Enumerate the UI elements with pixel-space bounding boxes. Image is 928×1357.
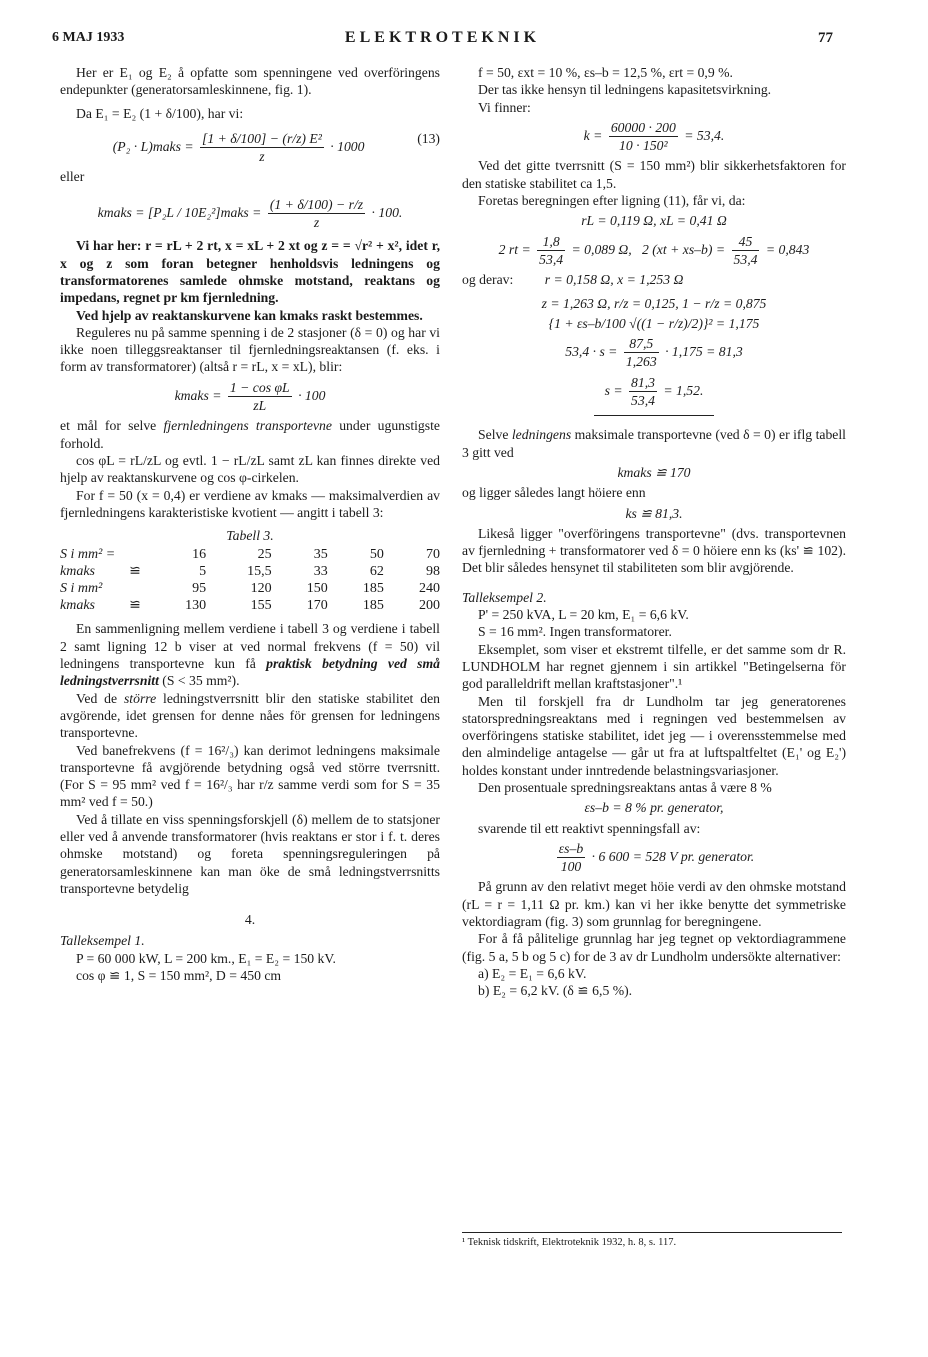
eq-kL-denominator: zL [253,398,267,414]
table-3 [60,546,440,614]
eq13-lhs: (P₂ · L)maks = [112,138,194,154]
table-row-label: kmaks [60,598,95,614]
paragraph: Likeså ligger "overföringens transportevne" (dvs. transportevnen av fjernledning + transformatorer ved δ = 0 höiere enn ks (ks' ≌ 102). Det blir således hensynet til stabiliteten som blir avgjörende. [462,525,846,576]
paragraph: Ved å tillate en viss spenningsforskjell (δ) mellem de to statsjoner eller ved å anvende transformatorer (hvis reaktans er stor i f. t. deres ohmske motstand) og foreta spenningsreguleringen på generatorsamleskinnene kan man öke de små ledningstverrsnitts transportevne betydelig [60,811,440,896]
paragraph: Men til forskjell fra dr Lundholm tar jeg generatorenes statorspredningsreaktans med i regningen ved bestemmelsen av overföringens statiske stabilitet, idet jeg — i overensstemmelse med den almindelige antagelse — går ut fra at luftspaltfeltet (E₁' og E₂') holdes konstant under inntredende belastningsvariasjoner. [462,693,846,778]
eq-k-result: = 53,4. [684,127,725,143]
eq-s1-result: · 1,175 = 81,3 [665,344,743,360]
emphasis: ledningens [511,427,572,443]
example-2-title: Talleksempel 2. [462,589,547,605]
eq13-numerator: [1 + δ/100] − (r/z) E² [200,130,324,148]
right-column [462,64,846,1000]
paragraph: f = 50, εxt = 10 %, εs–b = 12,5 %, εrt = 0,9 %. [478,65,733,80]
paragraph: Den prosentuale spredningsreaktans antas å være 8 % [478,779,772,795]
page-header [52,30,833,52]
emphasis: större [123,690,157,706]
equation-528 [462,840,846,876]
table-cell: 16 [192,547,207,563]
eq-s2-numerator: 81,3 [629,374,657,392]
footnote: ¹ Teknisk tidskrift, Elektroteknik 1932, h. 8, s. 117. [462,1232,842,1248]
emphasis: fjernledningens transportevne [163,418,332,434]
eq-2xt-fraction [732,233,760,269]
text-run: maksimale transportevne (ved δ = 0) er iflg tabell 3 gitt ved [462,427,846,460]
paragraph: På grunn av den relativt meget höie verdi av den ohmske motstand (rL = r = 1,11 Ω pr. km.) kan vi her ikke benytte det symmetriske vektordiagram (fig. 3) som grunnlag for beregningene. [462,879,846,930]
issue-date: 6 MAJ 1933 [52,30,125,45]
equation-kL [60,379,440,415]
example-1-title: Talleksempel 1. [60,933,145,949]
eq-528-fraction [557,840,585,876]
paragraph: Ved det gitte tverrsnitt (S = 150 mm²) blir sikkerhetsfaktoren for den statiske stabilitet ca 1,5. [462,158,846,191]
table-cell: 170 [306,598,328,614]
equation-intro: Da E₁ = E₂ (1 + δ/100), har vi: [76,105,244,121]
paragraph: Vi finner: [478,99,531,115]
table-cell: 185 [362,581,384,597]
table-row-symbol: ≌ [129,598,141,614]
table-cell: 25 [257,547,272,563]
table-cell: 33 [313,564,328,580]
eq-s1-denominator: 1,263 [625,354,657,370]
text-run: (S < 35 mm²). [158,673,240,689]
equation-k170: kmaks ≌ 170 [617,464,691,480]
table-cell: 62 [369,564,384,580]
equation-s1 [462,335,846,371]
paragraph: For å få pålitelige grunnlag har jeg tegnet op vektordiagrammene (fig. 5 a, 5 b og 5 c) for de 3 av dr Lundholm undersökte alternativer: [462,931,846,964]
paragraph [60,690,440,742]
paragraph: Her er E₁ og E₂ å opfatte som spenningene ved overföringens endepunkter (generatorsamleskinnene, fig. 1). [60,65,440,98]
eq13-label: (13) [417,130,440,146]
eq-s1-fraction [624,335,659,371]
table-cell: 120 [250,581,272,597]
equation-k [462,119,846,155]
alternative-b: b) E₂ = 6,2 kV. (δ ≌ 6,5 %). [478,983,633,999]
left-column [60,64,440,984]
eq-kL-factor: · 100 [298,387,326,403]
table-cell: 98 [426,564,440,580]
text-run: under ugunstigste forhold. [60,418,440,451]
paragraph: cos φL = rL/zL og evtl. 1 − rL/zL samt zL kan finnes direkte ved hjelp av reaktanskurvene og cos φ-cirkelen. [60,452,440,486]
eq-2xt-lhs: 2 (xt + xs–b) = [641,241,726,257]
paragraph: svarende til ett reaktivt spenningsfall av: [478,820,701,836]
eq-kmaks-factor: · 100. [371,204,403,220]
eq-s2-fraction [629,374,657,410]
eq-2rt-denominator: 53,4 [539,251,564,267]
paragraph [60,620,440,689]
table-row-symbol [120,546,150,563]
eq-528-result: · 6 600 = 528 V pr. generator. [591,848,755,864]
eq-kmaks-fraction [268,196,365,232]
equation-s2 [462,374,846,410]
eq-s2-lhs: s = [604,382,623,398]
og-derav: og derav: [462,272,514,288]
equation-r: r = 0,158 Ω, x = 1,253 Ω [544,272,684,288]
eq-2xt-result: = 0,843 [765,241,810,257]
eq-2rt-numerator: 1,8 [537,233,565,251]
equation-kmaks [60,196,440,232]
equation-brace: {1 + εs–b/100 √((1 − r/z)/2)}² = 1,175 [548,315,760,331]
table-cell: 240 [419,581,440,597]
text-run: et mål for selve [60,418,164,434]
eq-k-lhs: k = [583,127,603,143]
paragraph: Vi har her: r = rL + 2 rt, x = xL + 2 xt og z = = √r² + x², idet r, x og z som foran betegner henholdsvis ledningens og transformatorenes samlede ohmske motstand, reaktans og impedans, regnet pr km fjernledning. [60,238,440,306]
eq-kmaks-numerator: (1 + δ/100) − r/z [268,196,365,214]
table-row-label: kmaks [60,564,95,580]
eller-text: eller [60,169,85,185]
paragraph: Ved banefrekvens (f = 16²/₃) kan derimot ledningens maksimale transportevne få avgjörende betydning også ved större tverrsnitt. (For S = 95 mm² ved f = 16²/₃ har r/z samme verdi som for S = 35 mm² ved f = 50.) [60,742,440,810]
eq-k-denominator: 10 · 150² [619,138,668,154]
table-row-symbol [120,580,150,597]
table-cell: 150 [306,581,328,597]
derav-line [462,271,846,288]
paragraph: For f = 50 (x = 0,4) er verdiene av kmaks — maksimalverdien av fjernledningens karakteristiske kvotient — angitt i tabell 3: [60,487,440,520]
eq-kmaks-denominator: z [313,215,320,231]
table-row-symbol: ≌ [129,564,141,580]
eq-kL-fraction [228,379,292,415]
eq-kmaks-lhs: kmaks = [P₂L / 10E₂²]maks = [97,204,262,220]
table-cell: 70 [426,547,440,563]
paragraph: Ved hjelp av reaktanskurvene kan kmaks raskt bestemmes. [76,307,423,323]
paragraph [60,417,440,452]
eq-kL-lhs: kmaks = [174,387,222,403]
eq-s2-denominator: 53,4 [631,393,655,409]
text-run: Selve [478,427,512,443]
table-cell: 200 [419,598,440,614]
text-run: Ved de [76,690,124,706]
example-2-line: S = 16 mm². Ingen transformatorer. [478,624,672,640]
page-number: 77 [818,30,833,46]
text-run: En sammenligning mellem verdiene i tabell 3 og verdiene i tabell 2 samt ligning 12 b viser at ved normal frekvens (f = 50) vil ledningens transportevne kun få [60,621,440,672]
eq-2rt-lhs: 2 rt = [498,241,531,257]
alternative-a: a) E₂ = E₁ = 6,6 kV. [478,965,587,981]
eq-528-denominator: 100 [560,859,582,875]
table-row [60,563,440,580]
eq-2xt-denominator: 53,4 [733,251,758,267]
table-cell: 155 [250,598,272,614]
table-cell: 35 [313,547,328,563]
eq13-fraction [200,130,324,166]
eq-528-numerator: εs–b [557,840,585,858]
table-cell: 5 [199,564,207,580]
eq-2xt-numerator: 45 [732,233,760,251]
equation-z: z = 1,263 Ω, r/z = 0,125, 1 − r/z = 0,875 [541,295,767,311]
eq-2rt-fraction [537,233,565,269]
eq-k-fraction [609,119,678,155]
table-cell: 130 [185,598,207,614]
table-cell: 50 [369,547,384,563]
equation-ks: ks ≌ 81,3. [625,505,683,521]
table-row-label: S i mm² [60,581,103,597]
example-1-line: P = 60 000 kW, L = 200 km., E₁ = E₂ = 150 kV. [76,950,336,966]
eq-s2-result: = 1,52. [663,382,704,398]
emphasis: praktisk betydning ved små ledningstverrsnitt [60,656,440,689]
table-row [60,597,440,614]
paragraph: Eksemplet, som viser et ekstremt tilfelle, er det samme som dr R. LUNDHOLM har regnet gjennem i sin artikkel "Betingelserna för god paralleldrift mellan kraftstasjoner".¹ [462,641,846,692]
paragraph: Foretas beregningen efter ligning (11), får vi, da: [478,193,746,209]
table-cell: 95 [192,581,207,597]
table-cell: 15,5 [247,564,272,580]
result-rule [594,415,714,416]
equation-esb: εs–b = 8 % pr. generator, [584,800,724,816]
eq-s1-lhs: 53,4 · s = [565,344,618,360]
paragraph: Der tas ikke hensyn til ledningens kapasitetsvirkning. [478,82,772,98]
eq-s1-numerator: 87,5 [624,335,659,353]
equation-rL: rL = 0,119 Ω, xL = 0,41 Ω [581,213,727,229]
table-caption: Tabell 3. [226,528,274,544]
equation-13 [60,130,440,166]
text-run: ledningstverrsnitt blir den statiske stabilitet den avgörende, idet grensen for denne nåes för grensen for ledningens transportevne. [60,690,440,741]
eq-2rt-result: = 0,089 Ω, [571,241,632,257]
paragraph: Reguleres nu på samme spenning i de 2 stasjoner (δ = 0) og har vi ikke noen tilleggsreaktanser til fjernledningsreaktansen (f. eks. i form av transformatorer) (altså r = rL, x = xL), blir: [60,324,440,375]
table-cell: 185 [362,598,384,614]
paragraph: og ligger således langt höiere enn [462,485,646,501]
example-2-line: P' = 250 kVA, L = 20 km, E₁ = 6,6 kV. [478,607,689,623]
journal-title: ELEKTROTEKNIK [344,29,541,46]
example-1-line: cos φ ≌ 1, S = 150 mm², D = 450 cm [76,968,282,984]
equation-2rt [462,233,846,269]
table-row-label: S i mm² = [60,547,116,563]
section-number: 4. [244,912,256,928]
paragraph [462,426,846,461]
eq-kL-numerator: 1 − cos φL [228,379,292,397]
eq13-denominator: z [259,149,265,165]
table-row [60,546,440,563]
eq13-factor: · 1000 [330,138,365,154]
eq-k-numerator: 60000 · 200 [609,119,678,137]
table-row [60,580,440,597]
